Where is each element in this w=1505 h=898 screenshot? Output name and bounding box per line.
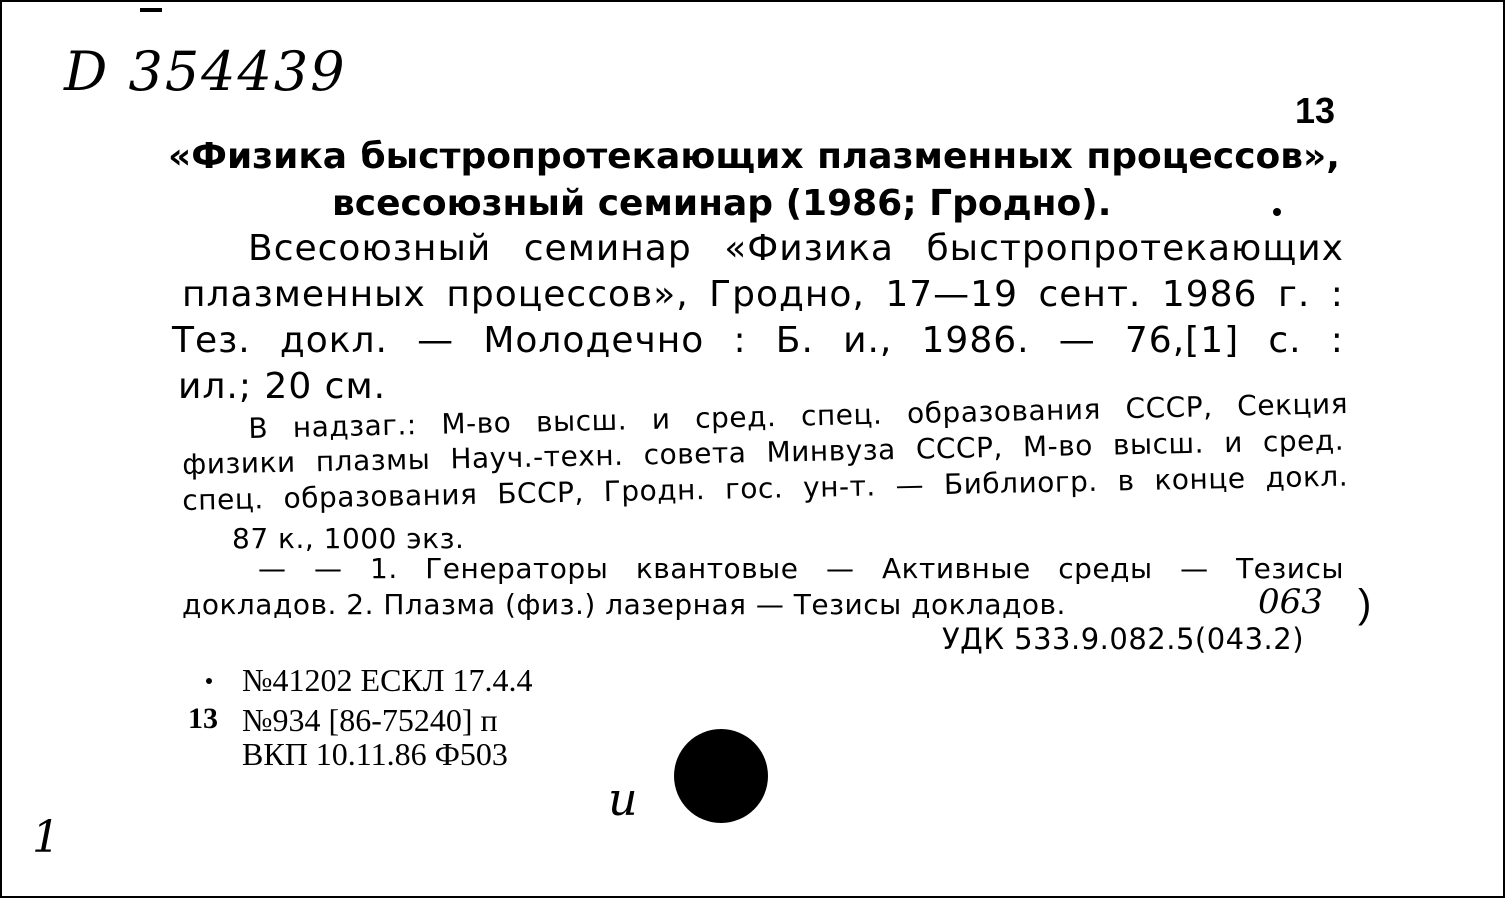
- black-dot-stamp: [674, 729, 768, 823]
- word: надзаг.:: [292, 408, 418, 444]
- word: докл.: [279, 320, 389, 361]
- word: высш.: [535, 403, 628, 439]
- word: М-во: [1022, 428, 1094, 464]
- notes-line-5: [258, 552, 1344, 585]
- word: семинар: [523, 228, 692, 269]
- word: Б.: [775, 320, 814, 361]
- word: сред.: [1262, 423, 1345, 459]
- word: 1986.: [921, 320, 1030, 361]
- word: докл.: [1265, 459, 1349, 495]
- bullet-dot: [206, 678, 212, 684]
- heading-line-2: всесоюзный семинар (1986; Гродно).: [332, 183, 1112, 224]
- word: :: [1330, 274, 1344, 315]
- word: плазменных: [182, 274, 426, 315]
- word: совета: [643, 436, 747, 472]
- inventory-digits: 354439: [128, 40, 347, 103]
- word: процессов»,: [1086, 136, 1340, 177]
- word: Минвуза: [766, 433, 897, 469]
- word: высш.: [1112, 426, 1205, 462]
- catalog-line-2-prefix: 13: [188, 702, 218, 735]
- description-line-1: [248, 228, 1344, 269]
- description-line-2: [182, 274, 1344, 315]
- notes-line-4: 87 к., 1000 экз.: [232, 522, 465, 555]
- word: :: [1330, 320, 1344, 361]
- description-line-3: [172, 320, 1344, 361]
- notes-line-6: докладов. 2. Плазма (физ.) лазерная — Тезисы докладов.: [182, 588, 1066, 621]
- catalog-line-2: №934 [86-75240] п: [242, 702, 498, 738]
- word: конце: [1154, 461, 1246, 497]
- word: г.: [1277, 274, 1311, 315]
- handwritten-bracket: ): [1358, 582, 1372, 626]
- word: Гродно,: [709, 274, 865, 315]
- word: —: [825, 552, 855, 585]
- word: образования: [283, 477, 478, 515]
- word: физики: [182, 445, 297, 481]
- word: квантовые: [635, 552, 799, 585]
- word: плазменных: [817, 136, 1073, 177]
- word: процессов»,: [446, 274, 689, 315]
- word: быстропротекающих: [360, 136, 804, 177]
- word: Секция: [1236, 387, 1349, 423]
- word: —: [1058, 320, 1096, 361]
- catalog-line-3: ВКП 10.11.86 Ф503: [242, 736, 508, 772]
- word: быстропротекающих: [926, 228, 1344, 269]
- word: БССР,: [496, 475, 585, 511]
- word: —: [314, 552, 343, 585]
- inventory-number: [64, 40, 347, 103]
- word: 17—19: [885, 274, 1018, 315]
- word: Всесоюзный: [248, 228, 492, 269]
- word: Молодечно: [483, 320, 705, 361]
- word: гос.: [724, 471, 784, 506]
- inventory-prefix: D: [64, 40, 110, 103]
- word: —: [1180, 552, 1209, 585]
- word: :: [733, 320, 747, 361]
- word: 1986: [1161, 274, 1258, 315]
- word: —: [258, 552, 287, 585]
- description-line-4: ил.; 20 см.: [178, 366, 387, 407]
- udk-code: УДК 533.9.082.5(043.2): [942, 622, 1305, 656]
- word: Активные: [881, 552, 1031, 585]
- word: Генераторы: [425, 552, 609, 585]
- word: СССР,: [1125, 390, 1213, 426]
- word: Гродн.: [603, 473, 706, 509]
- word: В: [248, 411, 269, 445]
- handwritten-code: 063: [1258, 582, 1323, 622]
- word: Тезисы: [1236, 552, 1344, 585]
- word: Науч.-техн.: [450, 438, 624, 476]
- catalog-line-1: №41202 ЕСКЛ 17.4.4: [242, 662, 533, 698]
- heading-line-1: [168, 136, 1340, 177]
- word: среды: [1058, 552, 1153, 585]
- handwritten-initials: и: [608, 772, 638, 826]
- mark-dot: [1273, 208, 1281, 216]
- word: в: [1117, 464, 1135, 498]
- word: —: [895, 468, 925, 503]
- word: Тез.: [172, 320, 251, 361]
- word: «Физика: [168, 136, 348, 177]
- word: СССР,: [915, 430, 1004, 466]
- word: 76,[1]: [1124, 320, 1240, 361]
- word: ун-т.: [802, 469, 877, 504]
- word: с.: [1268, 320, 1302, 361]
- word: образования: [906, 392, 1102, 431]
- word: спец.: [182, 482, 265, 517]
- word: Библиогр.: [943, 464, 1099, 502]
- word: «Физика: [724, 228, 894, 269]
- top-right-number: 13: [1295, 90, 1336, 131]
- top-dash: [140, 8, 162, 12]
- word: плазмы: [315, 442, 431, 479]
- word: —: [417, 320, 455, 361]
- word: и: [651, 402, 671, 436]
- handwritten-card-number: 1: [32, 812, 60, 863]
- word: и: [1223, 425, 1244, 460]
- word: спец.: [800, 397, 883, 433]
- word: М-во: [441, 406, 512, 441]
- word: и.,: [843, 320, 893, 361]
- word: сред.: [694, 400, 777, 435]
- word: сент.: [1038, 274, 1142, 315]
- word: 1.: [370, 552, 398, 585]
